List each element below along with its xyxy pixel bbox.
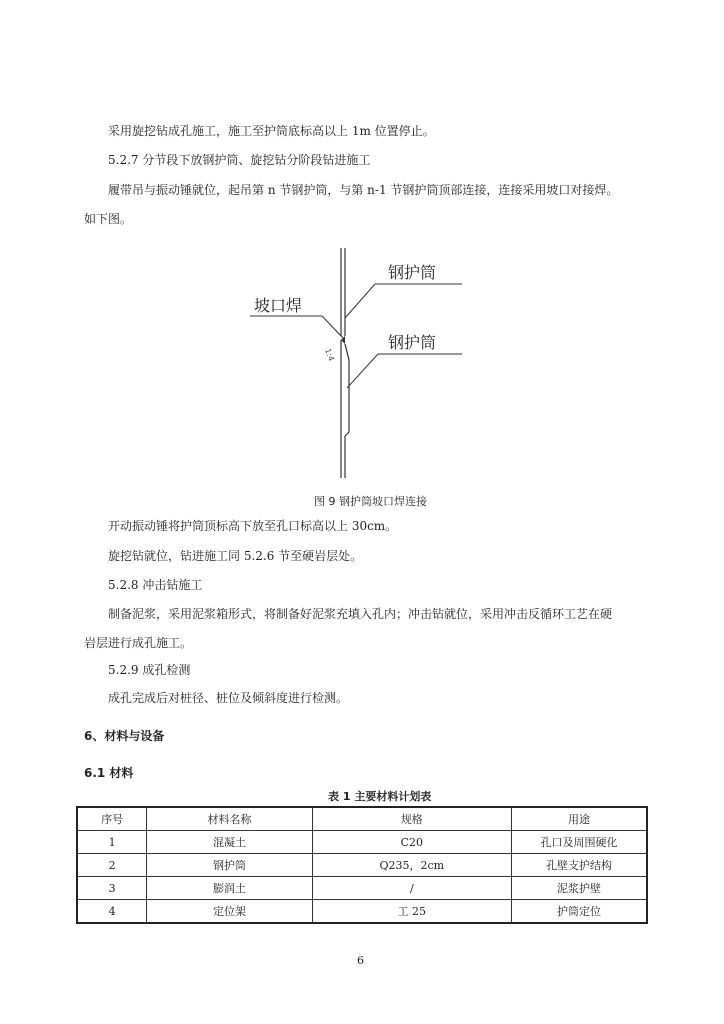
slope-ratio: 1:4 (322, 347, 336, 363)
heading-5-2-8: 5.2.8 冲击钻施工 (108, 578, 203, 592)
cell-spec: 工 25 (312, 900, 511, 924)
cell-index: 2 (77, 854, 147, 877)
table-row (77, 877, 647, 900)
page-number: 6 (357, 954, 364, 967)
cell-spec: Q235，2cm (312, 854, 511, 877)
figure-caption: 图 9 钢护筒坡口焊连接 (314, 495, 427, 508)
heading-5-2-9: 5.2.9 成孔检测 (108, 663, 191, 677)
table-header-row (77, 807, 647, 831)
header-material: 材料名称 (147, 807, 312, 831)
paragraph-crane-line2: 如下图。 (84, 212, 133, 226)
label-casing-top: 钢护筒 (388, 263, 437, 282)
cell-index: 4 (77, 900, 147, 924)
table-row (77, 831, 647, 854)
cell-index: 3 (77, 877, 147, 900)
cell-index: 1 (77, 831, 147, 854)
paragraph-rotary-drill: 旋挖钻就位，钻进施工同 5.2.6 节至硬岩层处。 (108, 549, 363, 563)
paragraph-mud-line1: 制备泥浆，采用泥浆箱形式，将制备好泥浆充填入孔内；冲击钻就位，采用冲击反循环工艺在硬 (108, 607, 613, 621)
cell-spec: C20 (312, 831, 511, 854)
paragraph-hole-inspection: 成孔完成后对桩径、桩位及倾斜度进行检测。 (108, 691, 349, 705)
cell-usage: 孔口及周围硬化 (511, 831, 647, 854)
section-6-1-title: 6.1 材料 (84, 766, 134, 780)
header-index: 序号 (77, 807, 147, 831)
label-bevel-weld: 坡口焊 (254, 296, 303, 315)
cell-spec: / (312, 877, 511, 900)
cell-material: 膨润土 (147, 877, 312, 900)
cell-usage: 护筒定位 (511, 900, 647, 924)
paragraph-lower-casing: 开动振动锤将护筒顶标高下放至孔口标高以上 30cm。 (108, 519, 398, 533)
heading-5-2-7: 5.2.7 分节段下放钢护筒、旋挖钻分阶段钻进施工 (108, 153, 371, 167)
cell-usage: 孔壁支护结构 (511, 854, 647, 877)
table-row (77, 854, 647, 877)
label-casing-bottom: 钢护筒 (388, 333, 437, 352)
materials-table (76, 806, 648, 924)
table-row (77, 900, 647, 924)
paragraph-crane-line1: 履带吊与振动锤就位，起吊第 n 节钢护筒，与第 n-1 节钢护筒顶部连接，连接采用坡口对接焊。 (108, 183, 619, 197)
cell-material: 混凝土 (147, 831, 312, 854)
weld-diagram (230, 240, 490, 490)
table-caption: 表 1 主要材料计划表 (328, 790, 432, 803)
header-spec: 规格 (312, 807, 511, 831)
cell-material: 定位架 (147, 900, 312, 924)
paragraph-mud-line2: 岩层进行成孔施工。 (84, 636, 193, 650)
cell-usage: 泥浆护壁 (511, 877, 647, 900)
paragraph-drilling-stop: 采用旋挖钻成孔施工，施工至护筒底标高以上 1m 位置停止。 (108, 124, 435, 138)
cell-material: 钢护筒 (147, 854, 312, 877)
header-usage: 用途 (511, 807, 647, 831)
section-6-title: 6、材料与设备 (84, 729, 165, 743)
